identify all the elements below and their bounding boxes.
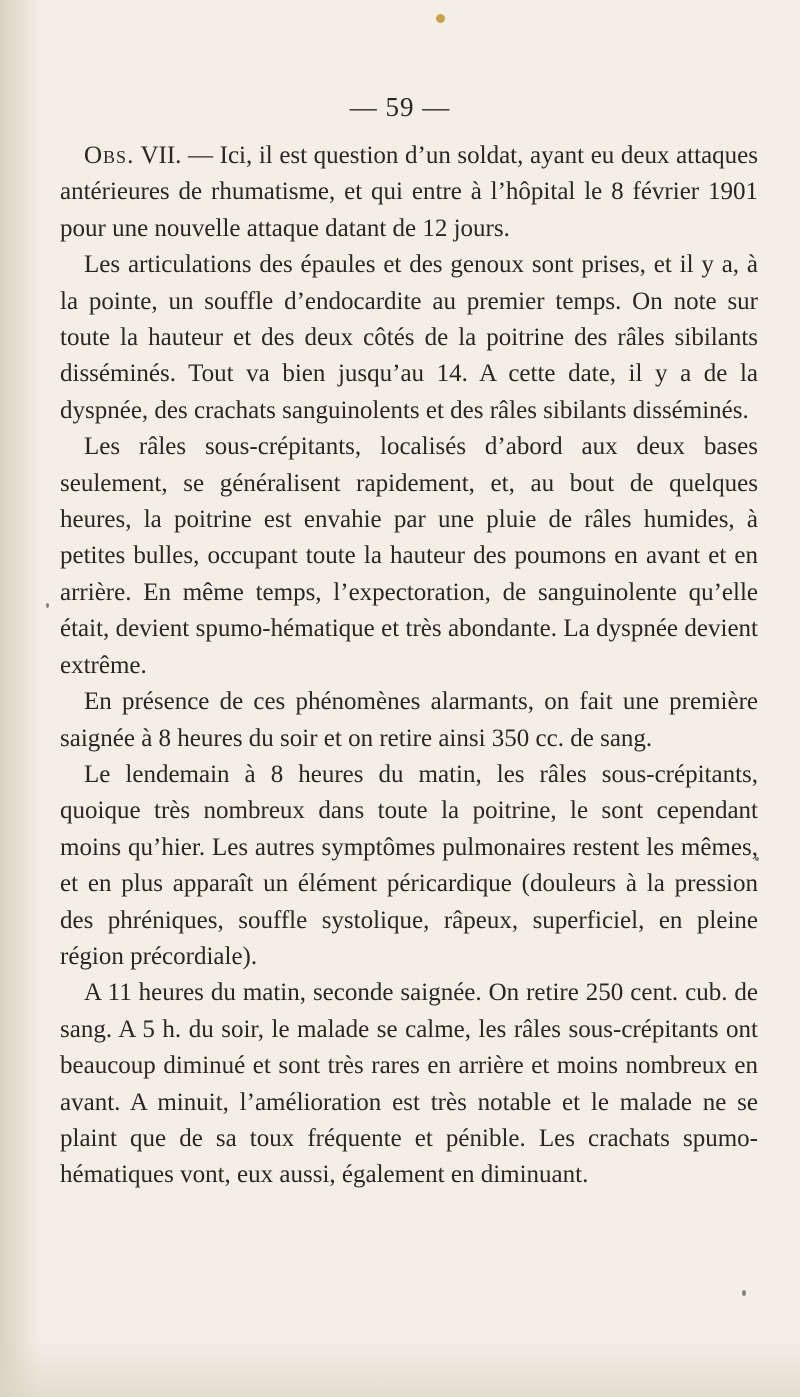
page-edge-shadow [0, 0, 40, 1397]
ink-speck [46, 603, 49, 608]
paragraph-obs-vii [60, 138, 758, 247]
paragraph-premiere-saignee: En présence de ces phénomènes alarmants, on fait une première saignée à 8 heures du soir et on retire ainsi 350 cc. de sang. [60, 688, 758, 752]
paragraph-articulations: Les articulations des épaules et des genoux sont prises, et il y a, à la pointe, un souffle d’endocardite au premier temps. On note sur toute la hauteur et des deux côtés de la poitrine des râles sibilants disséminés. Tout va bien jusqu’au 14. A cette date, il y a de la dyspnée, des crachats sanguinolents et des râles sibilants disséminés. [60, 251, 758, 424]
page-number: — 59 — [349, 92, 451, 122]
paragraph-seconde-saignee: A 11 heures du matin, seconde saignée. On retire 250 cent. cub. de sang. A 5 h. du soir, le malade se calme, les râles sous-crépitants ont beaucoup diminué et sont très rares en arrière et moins nombreux en avant. A minuit, l’amélioration est très notable et le malade ne se plaint que de sa toux fréquente et pénible. Les crachats spumo-hématiques vont, eux aussi, également en diminuant. [60, 979, 758, 1189]
page-bottom-shadow [0, 1337, 800, 1397]
paragraph-rales: Les râles sous-crépitants, localisés d’abord aux deux bases seulement, se généralisent rapidement, et, au bout de quelques heures, la poitrine est envahie par une pluie de râles humides, à petites bulles, occupant toute la hauteur des poumons en avant et en arrière. En même temps, l’expectoration, de sanguinolente qu’elle était, devient spumo-hématique et très abondante. La dyspnée devient extrême. [60, 433, 758, 679]
paragraph-lendemain: Le lendemain à 8 heures du matin, les râles sous-crépitants, quoique très nombreux dans toute la poitrine, le sont cependant moins qu’hier. Les autres symptômes pulmonaires restent les mêmes, et en plus apparaît un élément péricardique (douleurs à la pression des phréniques, souffle systolique, râpeux, superficiel, en pleine région précordiale). [60, 760, 758, 970]
ink-speck [742, 1290, 746, 1296]
body-text [60, 138, 758, 1194]
paragraph-text: VII. — Ici, il est question d’un soldat, ayant eu deux attaques antérieures de rhumatisme, et qui entre à l’hôpital le 8 février 1901 pour une nouvelle attaque datant de 12 jours. [60, 142, 758, 242]
obs-label: Obs. [84, 142, 135, 169]
ink-speck [436, 14, 445, 23]
